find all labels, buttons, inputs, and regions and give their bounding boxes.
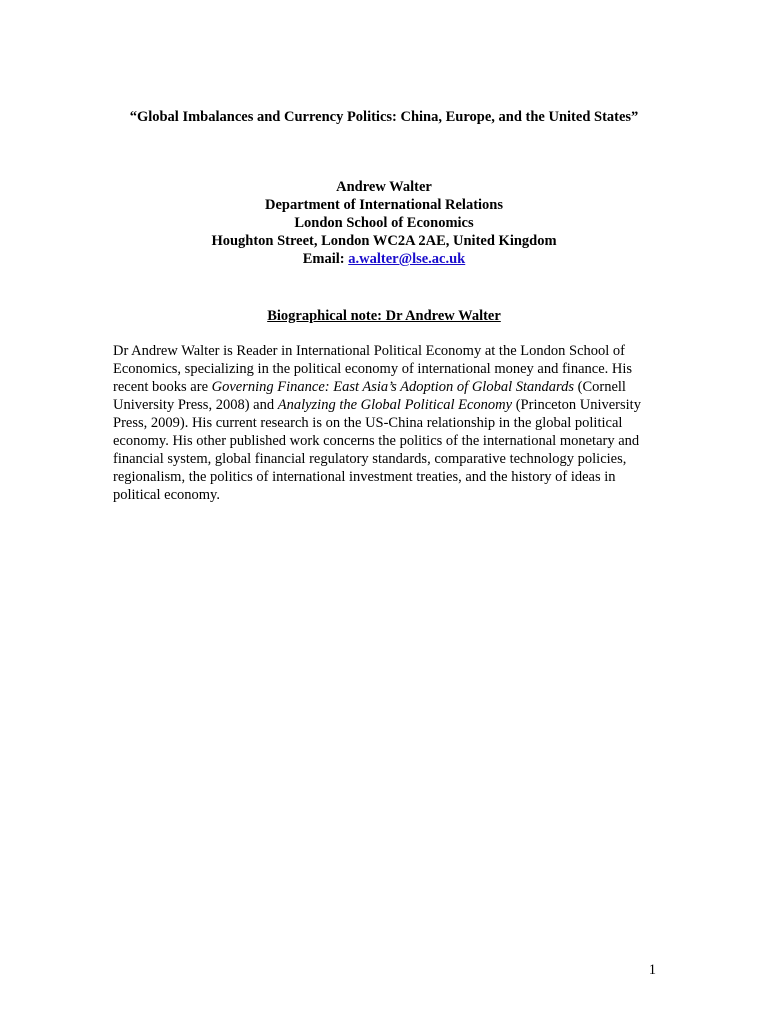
bio-heading (0, 307, 768, 325)
page-number: 1 (648, 962, 656, 978)
author-department: Department of International Relations (264, 197, 504, 213)
bio-text-part-3: (Princeton University Press, 2009). His current research is on the US-China relationship in the global political economy. His other published work concerns the politics of the international monetary and financial system, global financial regulatory standards, comparative technology policies, regionalism, the politics of international investment treaties, and the history of ideas in political economy. (113, 397, 641, 503)
author-institution: London School of Economics (294, 215, 474, 231)
book-title-governing-finance: Governing Finance: East Asia’s Adoption of Global Standards (211, 379, 574, 395)
email-label: Email: (302, 251, 345, 267)
email-link[interactable]: a.walter@lse.ac.uk (348, 251, 466, 267)
book-title-analyzing-gpe: Analyzing the Global Political Economy (277, 397, 513, 413)
author-block (0, 178, 768, 268)
author-address: Houghton Street, London WC2A 2AE, United Kingdom (211, 233, 557, 249)
author-name: Andrew Walter (336, 179, 432, 195)
bio-text-part-2: (Cornell University Press, 2008) and (113, 379, 626, 413)
author-email-line (0, 250, 768, 268)
bio-paragraph (113, 342, 658, 504)
bio-heading-text: Biographical note: Dr Andrew Walter (267, 308, 501, 324)
bio-text-part-1: Dr Andrew Walter is Reader in International Political Economy at the London School of Economics, specializing in the political economy of international money and finance. His recent books are (113, 343, 633, 395)
document-title: “Global Imbalances and Currency Politics: China, Europe, and the United States” (129, 109, 639, 125)
